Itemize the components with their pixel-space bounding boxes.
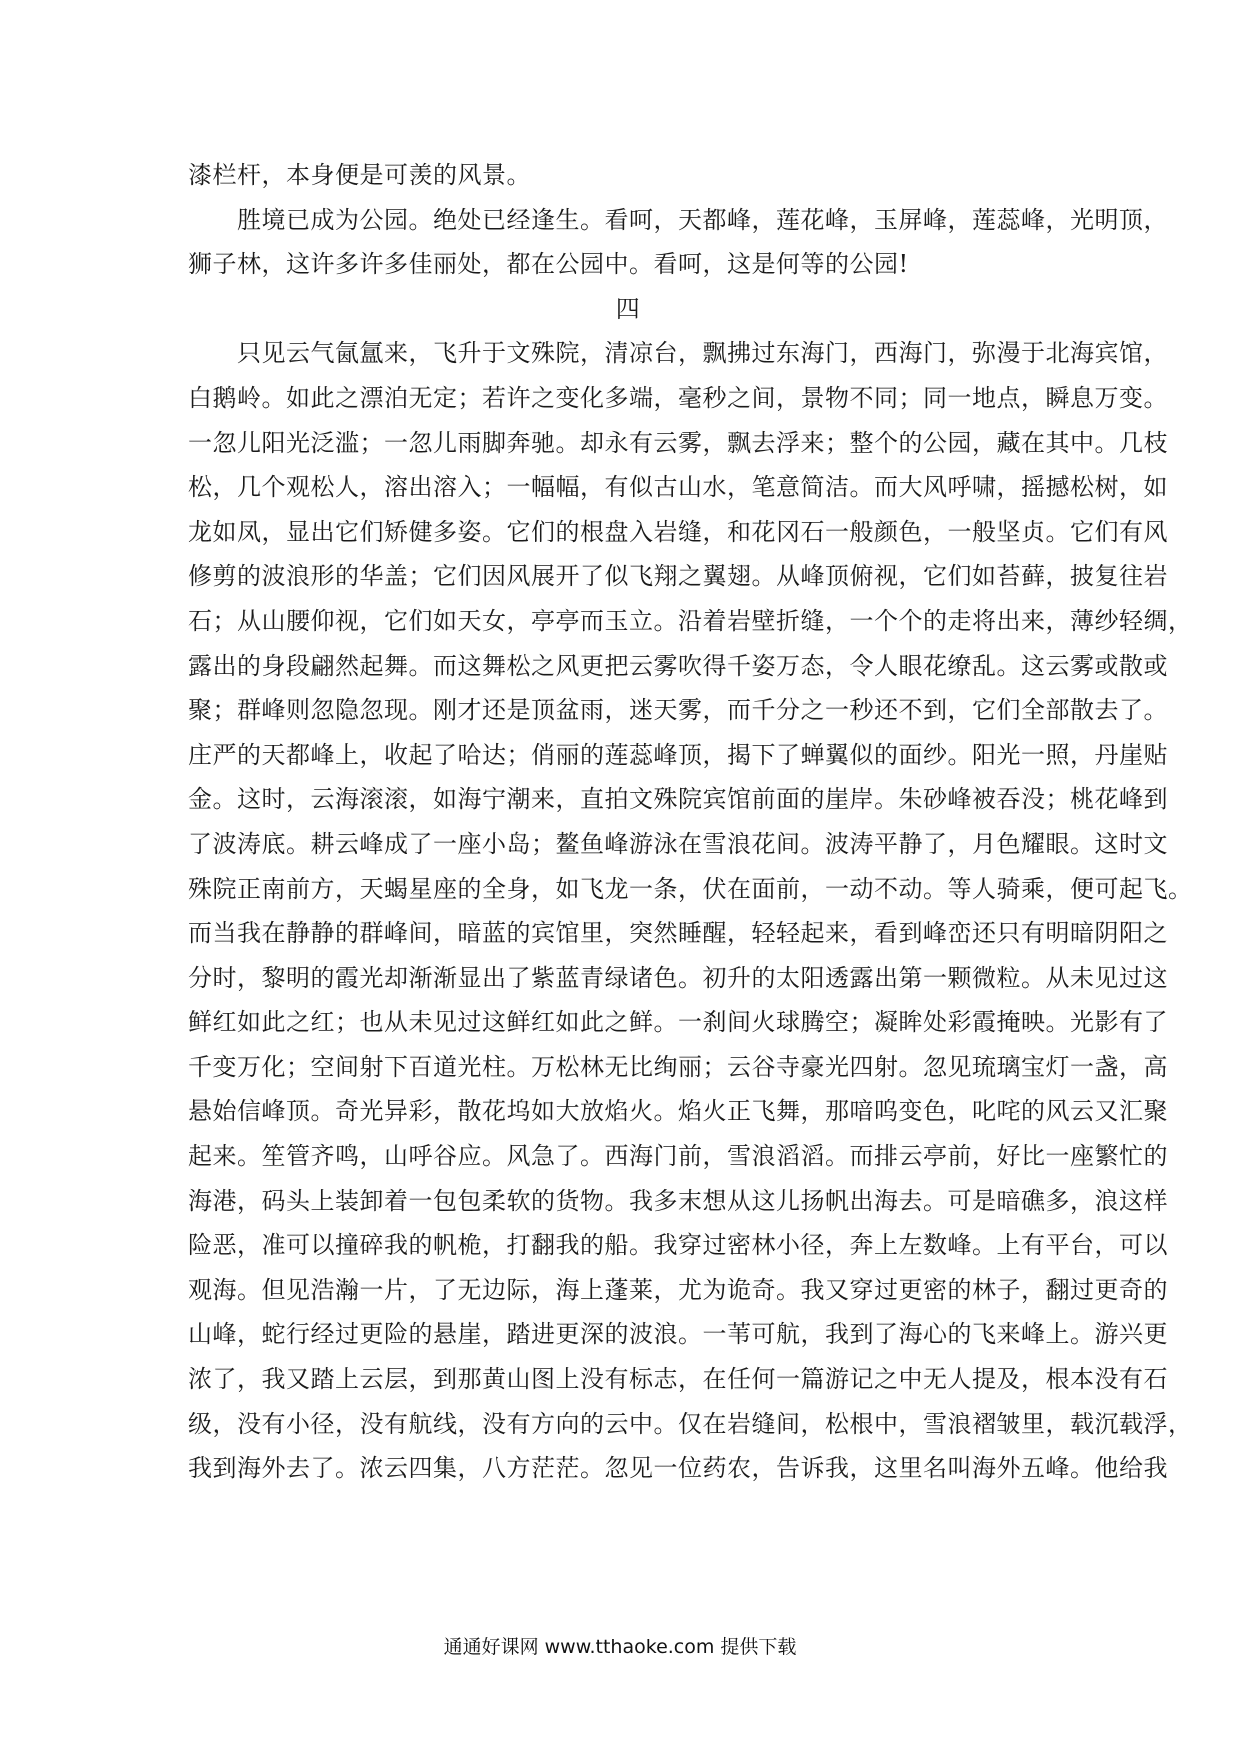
text-line: 悬始信峰顶。奇光异彩，散花坞如大放焰火。焰火正飞舞，那喑呜变色，叱咤的风云又汇聚 <box>188 1097 1168 1126</box>
text-line: 漆栏杆，本身便是可羡的风景。 <box>188 161 531 189</box>
text-line: 我到海外去了。浓云四集，八方茫茫。忽见一位药农，告诉我，这里名叫海外五峰。他给我 <box>188 1454 1168 1483</box>
text-line: 白鹅岭。如此之漂泊无定；若许之变化多端，毫秒之间，景物不同；同一地点，瞬息万变。 <box>188 383 1168 412</box>
text-line: 险恶，准可以撞碎我的帆桅，打翻我的船。我穿过密林小径，奔上左数峰。上有平台，可以 <box>188 1231 1168 1260</box>
text-line: 殊院正南前方，天蝎星座的全身，如飞龙一条，伏在面前，一动不动。等人骑乘，便可起飞。 <box>188 874 1193 903</box>
text-line: 山峰，蛇行经过更险的悬崖，踏进更深的波浪。一苇可航，我到了海心的飞来峰上。游兴更 <box>188 1320 1168 1349</box>
text-line: 庄严的天都峰上，收起了哈达；俏丽的莲蕊峰顶，揭下了蝉翼似的面纱。阳光一照，丹崖贴 <box>188 740 1168 769</box>
text-line: 浓了，我又踏上云层，到那黄山图上没有标志，在任何一篇游记之中无人提及，根本没有石 <box>188 1365 1168 1394</box>
text-line: 一忽儿阳光泛滥；一忽儿雨脚奔驰。却永有云雾，飘去浮来；整个的公园，藏在其中。几枝 <box>188 428 1168 457</box>
text-line: 鲜红如此之红；也从未见过这鲜红如此之鲜。一刹间火球腾空；凝眸处彩霞掩映。光影有了 <box>188 1008 1168 1037</box>
text-line: 海港，码头上装卸着一包包柔软的货物。我多末想从这儿扬帆出海去。可是暗礁多，浪这样 <box>188 1186 1168 1215</box>
text-line: 胜境已成为公园。绝处已经逢生。看呵，天都峰，莲花峰，玉屏峰，莲蕊峰，光明顶， <box>188 205 1168 234</box>
text-line: 修剪的波浪形的华盖；它们因风展开了似飞翔之翼翅。从峰顶俯视，它们如苔藓，披复往岩 <box>188 562 1168 591</box>
text-line: 露出的身段翩然起舞。而这舞松之风更把云雾吹得千姿万态，令人眼花缭乱。这云雾或散或 <box>188 651 1168 680</box>
text-line: 而当我在静静的群峰间，暗蓝的宾馆里，突然睡醒，轻轻起来，看到峰峦还只有明暗阴阳之 <box>188 919 1168 948</box>
text-line: 起来。笙管齐鸣，山呼谷应。风急了。西海门前，雪浪滔滔。而排云亭前，好比一座繁忙的 <box>188 1142 1168 1171</box>
text-line: 龙如凤，显出它们矫健多姿。它们的根盘入岩缝，和花冈石一般颜色，一般坚贞。它们有风 <box>188 517 1168 546</box>
body-text <box>188 153 1193 1491</box>
footer-text: 通通好课网 www.tthaoke.com 提供下载 <box>443 1636 797 1658</box>
text-line: 分时，黎明的霞光却渐渐显出了紫蓝青绿诸色。初升的太阳透露出第一颗微粒。从未见过这 <box>188 963 1168 992</box>
text-line: 观海。但见浩瀚一片，了无边际，海上蓬莱，尤为诡奇。我又穿过更密的林子，翻过更奇的 <box>188 1275 1168 1304</box>
text-line: 狮子林，这许多许多佳丽处，都在公园中。看呵，这是何等的公园! <box>188 250 909 279</box>
text-line: 级，没有小径，没有航线，没有方向的云中。仅在岩缝间，松根中，雪浪褶皱里，载沉载浮， <box>188 1409 1193 1438</box>
text-line: 金。这时，云海滚滚，如海宁潮来，直拍文殊院宾馆前面的崖岸。朱砂峰被吞没；桃花峰到 <box>188 785 1168 814</box>
text-line: 聚；群峰则忽隐忽现。刚才还是顶盆雨，迷天雾，而千分之一秒还不到，它们全部散去了。 <box>188 696 1168 725</box>
text-line: 了波涛底。耕云峰成了一座小岛；鳌鱼峰游泳在雪浪花间。波涛平静了，月色耀眼。这时文 <box>188 829 1168 858</box>
text-line: 石；从山腰仰视，它们如天女，亭亭而玉立。沿着岩壁折缝，一个个的走将出来，薄纱轻绸， <box>188 606 1193 635</box>
text-line: 只见云气氤氲来，飞升于文殊院，清凉台，飘拂过东海门，西海门，弥漫于北海宾馆， <box>188 339 1168 368</box>
text-line: 千变万化；空间射下百道光柱。万松林无比绚丽；云谷寺豪光四射。忽见琉璃宝灯一盏，高 <box>188 1052 1168 1081</box>
text-line: 松，几个观松人，溶出溶入；一幅幅，有似古山水，笔意简洁。而大风呼啸，摇撼松树，如 <box>188 473 1168 502</box>
section-heading: 四 <box>615 294 641 323</box>
